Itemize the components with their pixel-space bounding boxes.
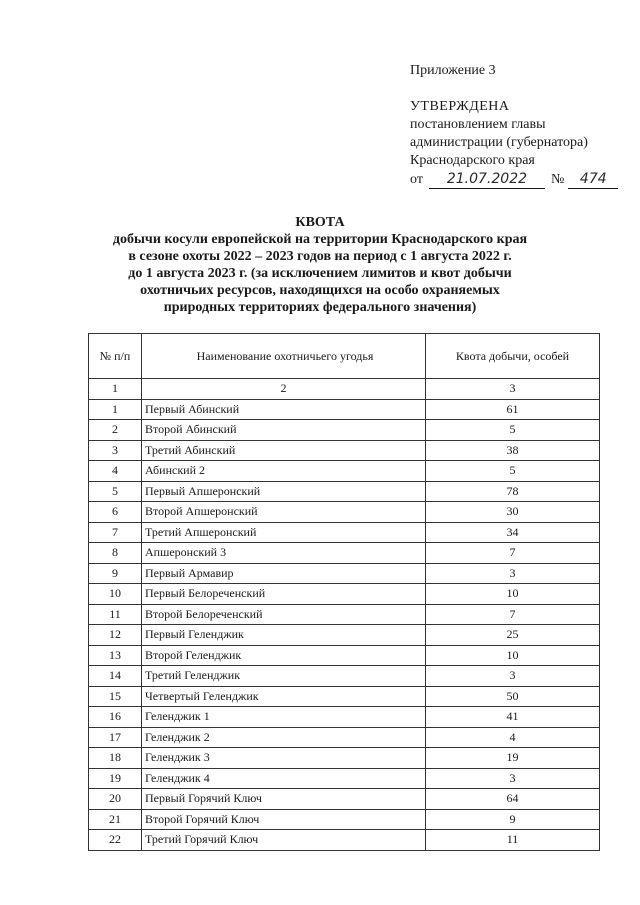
hunting-ground-name: Первый Абинский bbox=[142, 399, 426, 420]
row-number: 4 bbox=[89, 461, 142, 482]
quota-value: 34 bbox=[426, 522, 600, 543]
title-line: добычи косули европейской на территории Краснодарского края bbox=[112, 232, 528, 247]
hunting-ground-name: Первый Армавир bbox=[142, 563, 426, 584]
hunting-ground-name: Второй Горячий Ключ bbox=[142, 809, 426, 830]
table-row bbox=[89, 830, 600, 851]
quota-value: 7 bbox=[426, 604, 600, 625]
table-row bbox=[89, 399, 600, 420]
row-number: 8 bbox=[89, 543, 142, 564]
row-number: 6 bbox=[89, 502, 142, 523]
index-cell: 1 bbox=[89, 379, 142, 400]
quota-value: 3 bbox=[426, 666, 600, 687]
title-heading: КВОТА bbox=[295, 215, 345, 230]
hunting-ground-name: Абинский 2 bbox=[142, 461, 426, 482]
row-number: 16 bbox=[89, 707, 142, 728]
hunting-ground-name: Геленджик 1 bbox=[142, 707, 426, 728]
row-number: 20 bbox=[89, 789, 142, 810]
quota-value: 25 bbox=[426, 625, 600, 646]
table-row bbox=[89, 707, 600, 728]
hunting-ground-name: Первый Геленджик bbox=[142, 625, 426, 646]
approval-line: Краснодарского края bbox=[410, 153, 535, 168]
hunting-ground-name: Третий Апшеронский bbox=[142, 522, 426, 543]
hunting-ground-name: Третий Абинский bbox=[142, 440, 426, 461]
quota-value: 61 bbox=[426, 399, 600, 420]
quota-value: 5 bbox=[426, 420, 600, 441]
quota-value: 4 bbox=[426, 727, 600, 748]
approval-line: администрации (губернатора) bbox=[410, 135, 588, 150]
title-line: охотничьих ресурсов, находящихся на особо охраняемых bbox=[140, 283, 500, 298]
date-line bbox=[410, 170, 618, 189]
approved-label: УТВЕРЖДЕНА bbox=[410, 99, 510, 114]
row-number: 19 bbox=[89, 768, 142, 789]
quota-value: 50 bbox=[426, 686, 600, 707]
table-row bbox=[89, 563, 600, 584]
quota-value: 30 bbox=[426, 502, 600, 523]
table-row bbox=[89, 625, 600, 646]
quota-value: 3 bbox=[426, 768, 600, 789]
quota-table bbox=[88, 333, 600, 851]
row-number: 2 bbox=[89, 420, 142, 441]
hunting-ground-name: Второй Геленджик bbox=[142, 645, 426, 666]
table-row bbox=[89, 584, 600, 605]
row-number: 5 bbox=[89, 481, 142, 502]
title-line: до 1 августа 2023 г. (за исключением лимитов и квот добычи bbox=[128, 266, 512, 281]
quota-value: 19 bbox=[426, 748, 600, 769]
table-row bbox=[89, 748, 600, 769]
hunting-ground-name: Третий Горячий Ключ bbox=[142, 830, 426, 851]
hunting-ground-name: Первый Белореченский bbox=[142, 584, 426, 605]
row-number: 13 bbox=[89, 645, 142, 666]
quota-value: 78 bbox=[426, 481, 600, 502]
row-number: 1 bbox=[89, 399, 142, 420]
quota-value: 11 bbox=[426, 830, 600, 851]
table-row bbox=[89, 666, 600, 687]
hunting-ground-name: Геленджик 4 bbox=[142, 768, 426, 789]
number-prefix: № bbox=[550, 172, 565, 187]
hunting-ground-name: Четвертый Геленджик bbox=[142, 686, 426, 707]
row-number: 12 bbox=[89, 625, 142, 646]
header-number: № п/п bbox=[89, 334, 142, 379]
quota-value: 9 bbox=[426, 809, 600, 830]
table-row bbox=[89, 420, 600, 441]
row-number: 18 bbox=[89, 748, 142, 769]
hunting-ground-name: Второй Белореченский bbox=[142, 604, 426, 625]
table-header-row bbox=[89, 334, 600, 379]
row-number: 14 bbox=[89, 666, 142, 687]
hunting-ground-name: Апшеронский 3 bbox=[142, 543, 426, 564]
table-row bbox=[89, 543, 600, 564]
title-line: в сезоне охоты 2022 – 2023 годов на период с 1 августа 2022 г. bbox=[128, 249, 512, 264]
row-number: 7 bbox=[89, 522, 142, 543]
row-number: 15 bbox=[89, 686, 142, 707]
table-row bbox=[89, 686, 600, 707]
table-row bbox=[89, 645, 600, 666]
table-row bbox=[89, 481, 600, 502]
date-prefix: от bbox=[410, 172, 423, 187]
row-number: 22 bbox=[89, 830, 142, 851]
index-cell: 3 bbox=[426, 379, 600, 400]
quota-value: 5 bbox=[426, 461, 600, 482]
table-row bbox=[89, 727, 600, 748]
quota-value: 3 bbox=[426, 563, 600, 584]
table-row bbox=[89, 768, 600, 789]
document-title bbox=[0, 214, 640, 316]
quota-value: 38 bbox=[426, 440, 600, 461]
table-row bbox=[89, 440, 600, 461]
row-number: 11 bbox=[89, 604, 142, 625]
table-row bbox=[89, 789, 600, 810]
row-number: 3 bbox=[89, 440, 142, 461]
quota-value: 10 bbox=[426, 584, 600, 605]
hunting-ground-name: Второй Апшеронский bbox=[142, 502, 426, 523]
quota-value: 10 bbox=[426, 645, 600, 666]
header-quota: Квота добычи, особей bbox=[426, 334, 600, 379]
quota-value: 64 bbox=[426, 789, 600, 810]
row-number: 21 bbox=[89, 809, 142, 830]
hunting-ground-name: Первый Апшеронский bbox=[142, 481, 426, 502]
quota-value: 41 bbox=[426, 707, 600, 728]
approval-date: 21.07.2022 bbox=[429, 170, 545, 189]
table-row bbox=[89, 522, 600, 543]
table-row bbox=[89, 604, 600, 625]
row-number: 10 bbox=[89, 584, 142, 605]
quota-value: 7 bbox=[426, 543, 600, 564]
approval-number: 474 bbox=[568, 170, 618, 189]
table-row bbox=[89, 461, 600, 482]
row-number: 9 bbox=[89, 563, 142, 584]
appendix-label: Приложение 3 bbox=[410, 63, 496, 78]
row-number: 17 bbox=[89, 727, 142, 748]
title-line: природных территориях федерального значения) bbox=[163, 300, 477, 315]
table-row bbox=[89, 502, 600, 523]
header-name: Наименование охотничьего угодья bbox=[142, 334, 426, 379]
hunting-ground-name: Геленджик 2 bbox=[142, 727, 426, 748]
index-cell: 2 bbox=[142, 379, 426, 400]
column-index-row bbox=[89, 379, 600, 400]
table-row bbox=[89, 809, 600, 830]
hunting-ground-name: Геленджик 3 bbox=[142, 748, 426, 769]
approval-block bbox=[410, 62, 618, 189]
approval-line: постановлением главы bbox=[410, 117, 546, 132]
hunting-ground-name: Второй Абинский bbox=[142, 420, 426, 441]
hunting-ground-name: Третий Геленджик bbox=[142, 666, 426, 687]
hunting-ground-name: Первый Горячий Ключ bbox=[142, 789, 426, 810]
